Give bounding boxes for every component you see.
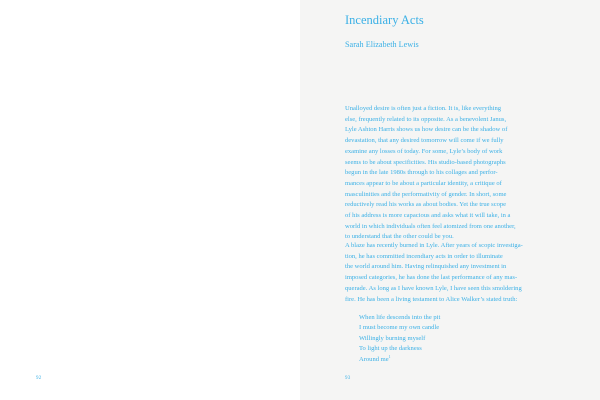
text-line: reductively read his works as about bodies. Yet the true scope [345, 201, 507, 209]
poem-line: I must become my own candle [359, 324, 440, 332]
poem-line: To light up the darkness [359, 345, 422, 353]
essay-author: Sarah Elizabeth Lewis [345, 40, 419, 49]
text-line: of his address is more capacious and asks what it will take, in a [345, 212, 511, 220]
left-page-number: 92 [36, 376, 42, 381]
poem-line: When life descends into the pit [359, 314, 441, 321]
text-line: to understand that the other could be you. [345, 233, 454, 241]
text-line: Unalloyed desire is often just a fiction. It is, like everything [345, 105, 501, 112]
text-line: seems to be about specificities. His studio-based photographs [345, 158, 506, 166]
footnote-marker: 1 [388, 353, 391, 359]
right-page-number: 93 [345, 376, 351, 381]
text-line: masculinities and the performativity of gender. In short, some [345, 190, 507, 198]
text-line: begun in the late 1980s through to his collages and perfor- [345, 169, 498, 177]
paragraph-2 [345, 241, 567, 305]
essay-title: Incendiary Acts [345, 13, 424, 27]
text-line: examine any losses of today. For some, Lyle’s body of work [345, 147, 503, 155]
text-line: world in which individuals often feel atomized from one another, [345, 222, 516, 230]
text-line: A blaze has recently burned in Lyle. After years of scopic investiga- [345, 242, 523, 249]
poem-line: Willingly burning myself [359, 334, 426, 342]
text-line: Lyle Ashton Harris shows us how desire can be the shadow of [345, 126, 508, 134]
text-line: devastation, that any desired tomorrow will come if we fully [345, 137, 504, 145]
text-line: querade. As long as I have known Lyle, I have seen this smoldering [345, 284, 522, 292]
poem-line-text: Around me [359, 355, 389, 363]
poem-quotation [359, 313, 440, 365]
text-line: imposed categories, he has done the last performance of any mas- [345, 274, 518, 282]
text-line: the world around him. Having relinquished any investment in [345, 263, 507, 271]
poem-line [359, 355, 440, 365]
text-line: tion, he has committed incendiary acts in order to illuminate [345, 252, 503, 260]
right-page [300, 0, 600, 400]
text-line: else, frequently related to its opposite. As a benevolent Janus, [345, 115, 507, 123]
text-line: fire. He has been a living testament to Alice Walker’s stated truth: [345, 295, 518, 303]
text-line: mances appear to be about a particular identity, a critique of [345, 179, 502, 187]
paragraph-1 [345, 104, 567, 243]
